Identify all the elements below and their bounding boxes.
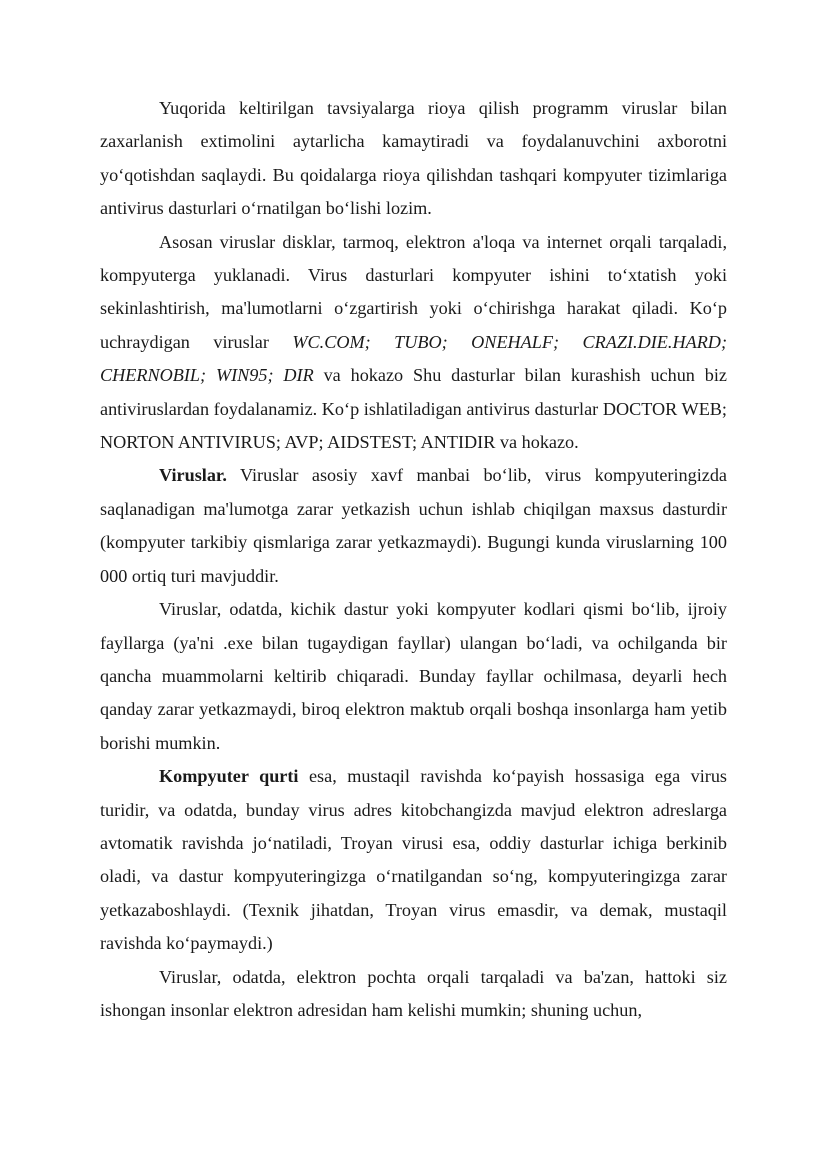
term-viruses: Viruslar. (159, 465, 227, 486)
paragraph-text: esa, mustaqil ravishda ko‘payish hossasiga ega virus turidir, va odatda, bunday virus adres kitobchangizda mavjud elektron adreslarga avtomatik ravishda jo‘natiladi, Troyan virusi esa, oddiy dasturlar ichiga berkinib oladi, va dastur kompyuteringizga o‘rnatilgandan so‘ng, kompyuteringizga zarar yetkazaboshlaydi. (Texnik jihatdan, Troyan virus emasdir, va demak, mustaqil ravishda ko‘paymaydi.) (100, 766, 728, 954)
paragraph-text: Viruslar, odatda, elektron pochta orqali tarqaladi va ba'zan, hattoki siz ishongan insonlar elektron adresidan ham kelishi mumkin; shuning uchun, (100, 966, 727, 1020)
term-computer-worm: Kompyuter qurti (159, 766, 299, 787)
paragraph-text-after: va hokazo Shu dasturlar bilan kurashish uchun biz antiviruslardan foydalanamiz. Ko‘p ishlatiladigan antivirus dasturlar DOCTOR WEB; NORTON ANTIVIRUS; AVP; AIDSTEST; ANTIDIR va hokazo. (100, 365, 727, 453)
paragraph-computer-worm (100, 760, 727, 960)
paragraph-virus-files (100, 593, 727, 760)
paragraph-viruses-definition (100, 459, 727, 593)
virus-names-list: WC.COM; TUBO; ONEHALF; CRAZI.DIE.HARD; CHERNOBIL; WIN95; DIR (100, 331, 727, 386)
paragraph-text: Viruslar asosiy xavf manbai bo‘lib, virus kompyuteringizda saqlanadigan ma'lumotga zarar yetkazish uchun ishlab chiqilgan maxsus dasturdir (kompyuter tarkibiy qismlariga zarar yetkazmaydi). Bugungi kunda viruslarning 100 000 ortiq turi mavjuddir. (100, 465, 727, 586)
paragraph-email-spread (100, 961, 727, 1028)
paragraph-text-before: Asosan viruslar disklar, tarmoq, elektron a'loqa va internet orqali tarqaladi, kompyuterga yuklanadi. Virus dasturlari kompyuter ishini to‘xtatish yoki sekinlashtirish, ma'lumotlarni o‘zgartirish yoki o‘chirishga harakat qiladi. Ko‘p uchraydigan viruslar (100, 231, 727, 352)
paragraph-recommendations (100, 92, 727, 226)
paragraph-text: Yuqorida keltirilgan tavsiyalarga rioya qilish programm viruslar bilan zaxarlanish extimolini aytarlicha kamaytiradi va foydalanuvchini axborotni yo‘qotishdan saqlaydi. Bu qoidalarga rioya qilishdan tashqari kompyuter tizimlariga antivirus dasturlari o‘rnatilgan bo‘lishi lozim. (100, 98, 727, 219)
paragraph-text: Viruslar, odatda, kichik dastur yoki kompyuter kodlari qismi bo‘lib, ijroiy fayllarga (ya'ni .exe bilan tugaydigan fayllar) ulangan bo‘ladi, va ochilganda bir qancha muammolarni keltirib chiqaradi. Bunday fayllar ochilmasa, deyarli hech qanday zarar yetkazmaydi, biroq elektron maktub orqali boshqa insonlarga ham yetib borishi mumkin. (100, 599, 727, 753)
document-body (100, 92, 727, 1027)
paragraph-virus-spread (100, 226, 727, 460)
